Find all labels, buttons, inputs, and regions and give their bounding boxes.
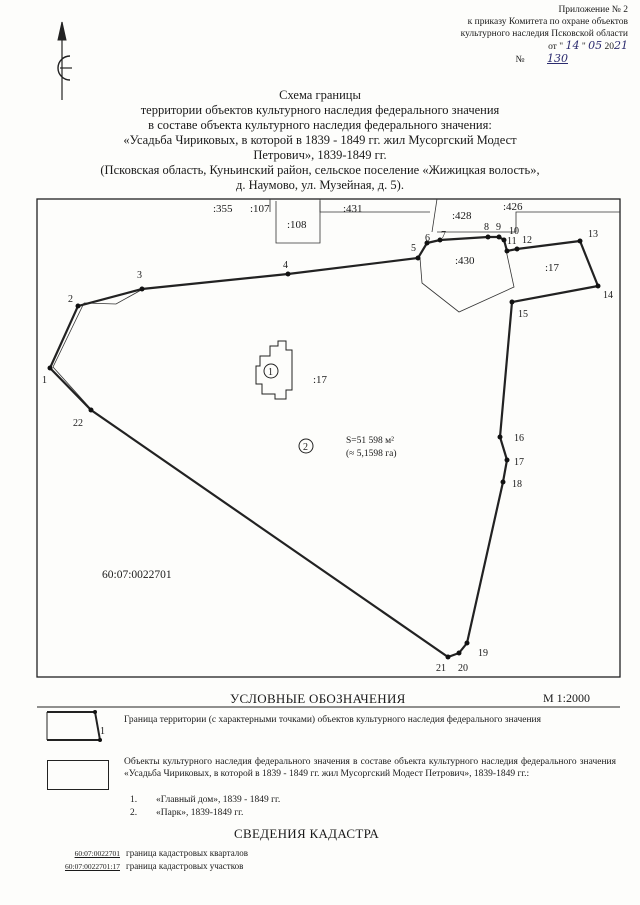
object-marker-2: 2 [303, 442, 308, 453]
point-label: 12 [522, 235, 532, 246]
appendix-line3: культурного наследия Псковской области [460, 29, 628, 39]
map-scale: М 1:2000 [543, 691, 591, 705]
point-label: 22 [73, 418, 83, 429]
legend-object-list [130, 794, 280, 820]
date-year: 21 [614, 39, 628, 52]
legend-sample-point: 1 [100, 726, 105, 737]
parcel-label: :17 [313, 374, 328, 386]
point-label: 17 [514, 457, 524, 468]
point-label: 18 [512, 479, 522, 490]
appendix-line1: Приложение № 2 [558, 5, 628, 15]
title-line3: в составе объекта культурного наследия федерального значения: [148, 118, 492, 132]
area-hectares: (≈ 5,1598 га) [346, 449, 397, 459]
cadastre-row-quarters [46, 848, 248, 858]
point-label: 16 [514, 433, 524, 444]
parcel-label: :430 [455, 255, 475, 267]
parcel-label: :426 [503, 201, 523, 213]
legend-object-2: 2. «Парк», 1839-1849 гг. [130, 808, 244, 818]
title-line1: Схема границы [279, 88, 361, 102]
cadastre-code: 60:07:0022701 [74, 849, 120, 858]
point-label: 14 [603, 290, 613, 301]
point-label: 6 [425, 233, 430, 244]
point-label: 19 [478, 648, 488, 659]
parcel-label: :108 [287, 219, 307, 231]
main-house-outline [256, 341, 292, 399]
title-line6: (Псковская область, Куньинский район, сельское поселение «Жижицкая волость», [100, 163, 540, 177]
appendix-number: № 130 [378, 53, 588, 66]
parcel-label: :107 [250, 203, 270, 215]
quarter-code-label: 60:07:0022701 [102, 569, 172, 581]
point-label: 5 [411, 243, 416, 254]
title-line5: Петрович», 1839-1849 гг. [253, 148, 387, 162]
point-label: 3 [137, 270, 142, 281]
legend-object-1: 1. «Главный дом», 1839 - 1849 гг. [130, 795, 281, 805]
legend-boundary-sample [47, 710, 102, 742]
point-label: 7 [441, 230, 446, 241]
legend-object-swatch [47, 760, 109, 790]
parcel-label: :17 [545, 262, 560, 274]
point-label: 11 [507, 236, 517, 247]
appendix-line2: к приказу Комитета по охране объектов [467, 17, 628, 27]
document-number: 130 [547, 52, 568, 65]
point-label: 2 [68, 294, 73, 305]
map-frame [37, 199, 620, 677]
cadastre-title: СВЕДЕНИЯ КАДАСТРА [234, 826, 380, 841]
parcel-label: :431 [343, 203, 363, 215]
legend-item-objects: Объекты культурного наследия федерального значения в составе объекта культурного наследия федерального значения «Усадьба Чириковых, в которой в 1839 - 1849 гг. жил Мусоргский Модест Петрович», 1839-1849 гг.: [124, 757, 616, 779]
point-label: 8 [484, 222, 489, 233]
north-arrow-icon [58, 22, 72, 100]
point-label: 21 [436, 663, 446, 674]
point-label: 10 [509, 226, 519, 237]
parcel-label: :428 [452, 210, 472, 222]
point-label: 13 [588, 229, 598, 240]
heritage-boundary [50, 237, 598, 657]
legend-item-boundary: Граница территории (с характерными точками) объектов культурного наследия федерального значения [124, 715, 541, 725]
object-marker-1: 1 [268, 367, 273, 378]
title-line2: территории объектов культурного наследия федерального значения [140, 103, 500, 117]
cadastral-parcel-lines [53, 199, 620, 408]
point-label: 1 [42, 375, 47, 386]
cadastre-desc: граница кадастровых участков [126, 861, 244, 871]
cadastre-desc: граница кадастровых кварталов [126, 848, 249, 858]
point-label: 20 [458, 663, 468, 674]
legend-title: УСЛОВНЫЕ ОБОЗНАЧЕНИЯ [230, 691, 406, 706]
point-label: 9 [496, 222, 501, 233]
area-value: S=51 598 м² [346, 436, 395, 446]
point-label: 15 [518, 309, 528, 320]
title-line7: д. Наумово, ул. Музейная, д. 5). [236, 178, 404, 192]
parcel-label: :355 [213, 203, 233, 215]
boundary-points [48, 235, 601, 660]
date-month: 05 [588, 39, 603, 52]
point-label: 4 [283, 260, 288, 271]
date-day: 14 [565, 39, 580, 52]
cadastre-row-parcels [46, 861, 243, 871]
appendix-date: от " 14 " 05 2021 [548, 39, 628, 52]
cadastre-code: 60:07:0022701:17 [64, 862, 120, 871]
title-line4: «Усадьба Чириковых, в которой в 1839 - 1849 гг. жил Мусоргский Модест [123, 133, 517, 147]
